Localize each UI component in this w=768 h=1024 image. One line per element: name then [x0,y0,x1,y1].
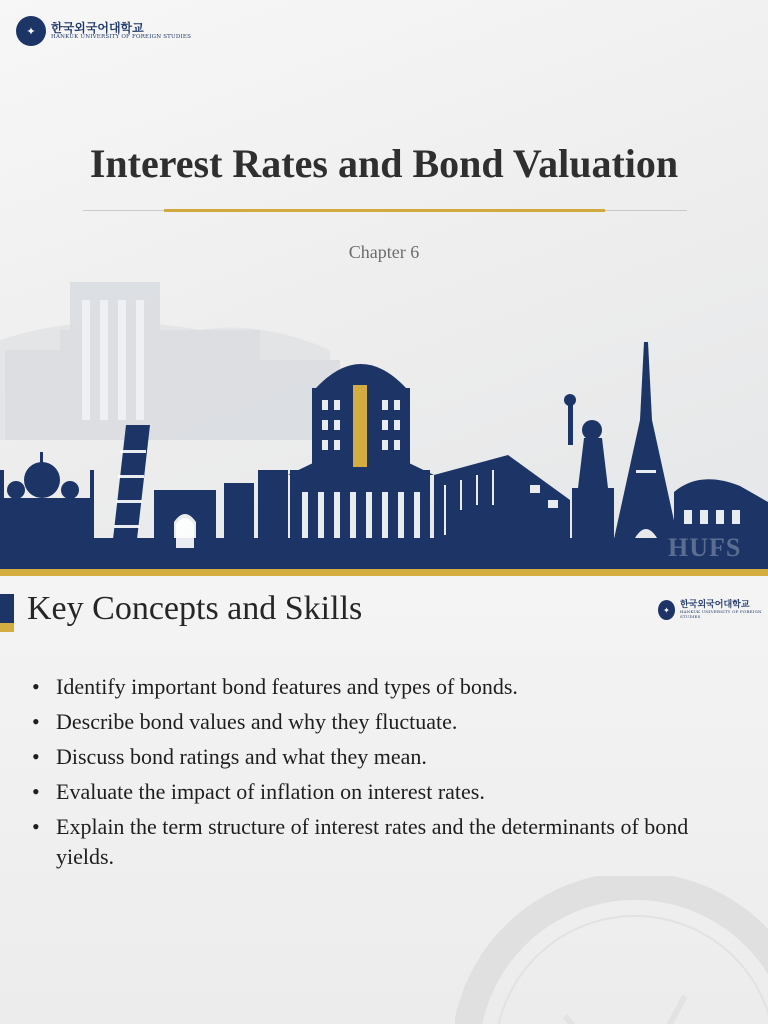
bullet-text: Evaluate the impact of inflation on interest rates. [56,779,485,804]
university-seal-icon: ✦ [658,600,675,620]
university-logo-small [658,600,768,620]
title-divider-accent [164,209,605,212]
bullet-dot: • [32,779,40,804]
bullet-text: Explain the term structure of interest rates and the determinants of bond yields. [56,814,689,869]
bullet-text: Describe bond values and why they fluctuate. [56,709,458,734]
bullet-dot: • [32,814,40,839]
logo-english-name: HANKUK UNIVERSITY OF FOREIGN STUDIES [51,33,192,40]
hufs-watermark: HUFS [668,533,742,562]
city-skyline-banner [0,270,768,576]
slide-title: Key Concepts and Skills [27,590,363,627]
list-item [32,707,732,737]
logo-korean-name: 한국외국어대학교 [679,600,750,611]
university-seal-watermark [455,876,768,1024]
bullet-dot: • [32,674,40,699]
logo-korean-name: 한국외국어대학교 [51,20,144,35]
footer-stripe [0,566,768,576]
bullet-text: Discuss bond ratings and what they mean. [56,744,427,769]
bullet-list [32,672,732,877]
bullet-dot: • [32,709,40,734]
list-item [32,812,732,872]
bullet-dot: • [32,744,40,769]
list-item [32,742,732,772]
university-seal-icon: ✦ [16,16,46,46]
list-item [32,672,732,702]
presentation-title: Interest Rates and Bond Valuation [89,141,679,186]
title-accent-bar [0,594,14,632]
university-logo [16,16,191,46]
chapter-subtitle: Chapter 6 [348,242,420,262]
key-concepts-slide [0,576,768,1024]
logo-english-name: HANKUK UNIVERSITY OF FOREIGN STUDIES [679,609,762,619]
bullet-text: Identify important bond features and types of bonds. [56,674,518,699]
list-item [32,777,732,807]
